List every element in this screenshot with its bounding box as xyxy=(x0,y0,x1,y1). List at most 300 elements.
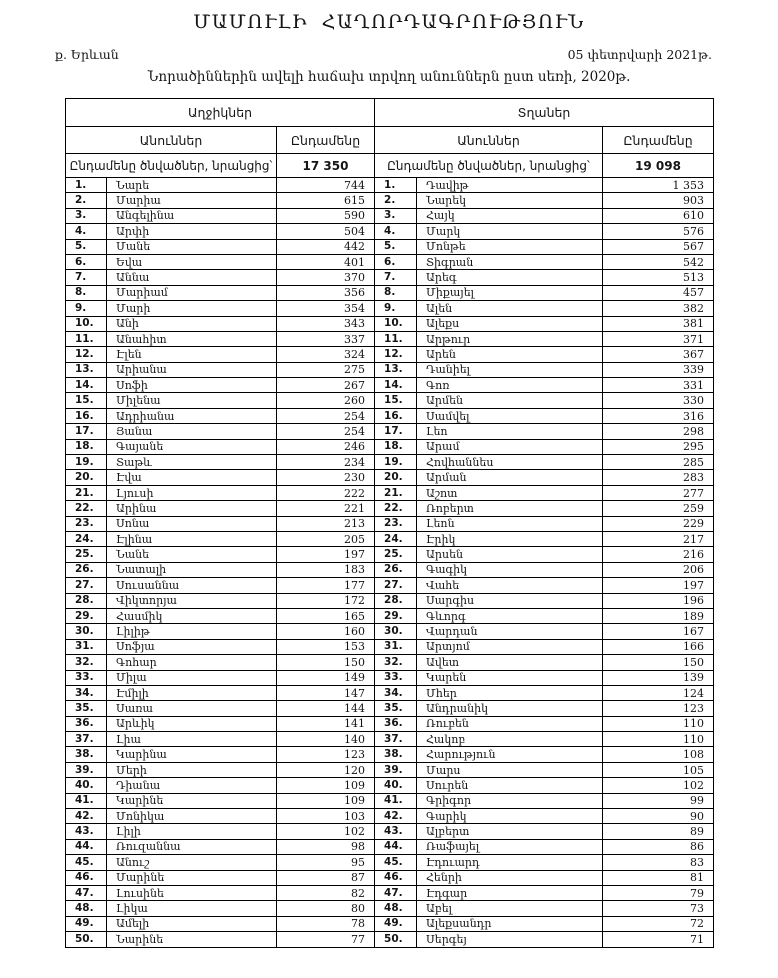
girls-value-cell: 177 xyxy=(277,578,375,593)
boys-rank-cell: 11. xyxy=(375,331,417,346)
girls-rank-cell: 31. xyxy=(66,639,107,654)
boys-name-cell: Մոնթե xyxy=(417,239,603,254)
boys-value-cell: 330 xyxy=(603,393,714,408)
boys-rank-cell: 3. xyxy=(375,208,417,223)
boys-value-cell: 610 xyxy=(603,208,714,223)
girls-value-cell: 401 xyxy=(277,254,375,269)
table-row xyxy=(66,932,714,947)
girls-rank-cell: 33. xyxy=(66,670,107,685)
boys-total-value: 19 098 xyxy=(603,154,714,178)
girls-name-cell: Դիանա xyxy=(107,778,277,793)
girls-value-cell: 615 xyxy=(277,193,375,208)
girls-rank-cell: 22. xyxy=(66,501,107,516)
table-row xyxy=(66,732,714,747)
girls-rank-cell: 43. xyxy=(66,824,107,839)
boys-name-cell: Լեոն xyxy=(417,516,603,531)
table-row xyxy=(66,439,714,454)
boys-rank-cell: 5. xyxy=(375,239,417,254)
girls-rank-cell: 37. xyxy=(66,732,107,747)
table-row xyxy=(66,562,714,577)
boys-value-cell: 72 xyxy=(603,916,714,931)
boys-rank-cell: 33. xyxy=(375,670,417,685)
girls-value-cell: 370 xyxy=(277,270,375,285)
table-row xyxy=(66,885,714,900)
boys-rank-cell: 24. xyxy=(375,531,417,546)
table-row xyxy=(66,670,714,685)
table-row xyxy=(66,393,714,408)
boys-value-cell: 298 xyxy=(603,424,714,439)
girls-rank-cell: 18. xyxy=(66,439,107,454)
boys-name-cell: Տիգրան xyxy=(417,254,603,269)
boys-value-cell: 105 xyxy=(603,762,714,777)
boys-rank-cell: 39. xyxy=(375,762,417,777)
girls-value-cell: 234 xyxy=(277,455,375,470)
boys-value-cell: 189 xyxy=(603,608,714,623)
boys-value-cell: 217 xyxy=(603,531,714,546)
boys-rank-cell: 49. xyxy=(375,916,417,931)
boys-value-cell: 283 xyxy=(603,470,714,485)
girls-value-cell: 78 xyxy=(277,916,375,931)
boys-rank-cell: 44. xyxy=(375,839,417,854)
boys-name-cell: Ալեն xyxy=(417,301,603,316)
girls-name-cell: Արինա xyxy=(107,501,277,516)
boys-value-cell: 123 xyxy=(603,701,714,716)
girls-rank-cell: 30. xyxy=(66,624,107,639)
boys-rank-cell: 20. xyxy=(375,470,417,485)
girls-rank-cell: 2. xyxy=(66,193,107,208)
table-row xyxy=(66,239,714,254)
girls-name-cell: Տաթև xyxy=(107,455,277,470)
girls-name-cell: Էլեն xyxy=(107,347,277,362)
boys-value-cell: 139 xyxy=(603,670,714,685)
boys-rank-cell: 22. xyxy=(375,501,417,516)
girls-name-cell: Սոնա xyxy=(107,516,277,531)
girls-name-cell: Անի xyxy=(107,316,277,331)
date-label: 05 փետրվարի 2021թ. xyxy=(567,47,712,62)
girls-value-cell: 144 xyxy=(277,701,375,716)
boys-value-cell: 331 xyxy=(603,378,714,393)
boys-value-cell: 1 353 xyxy=(603,178,714,193)
boys-rank-cell: 9. xyxy=(375,301,417,316)
boys-value-cell: 102 xyxy=(603,778,714,793)
girls-rank-cell: 7. xyxy=(66,270,107,285)
boys-rank-cell: 35. xyxy=(375,701,417,716)
girls-value-cell: 267 xyxy=(277,378,375,393)
girls-rank-cell: 45. xyxy=(66,855,107,870)
table-row xyxy=(66,608,714,623)
table-row xyxy=(66,701,714,716)
girls-name-cell: Ադրիանա xyxy=(107,408,277,423)
boys-rank-cell: 46. xyxy=(375,870,417,885)
girls-rank-cell: 41. xyxy=(66,793,107,808)
boys-rank-cell: 45. xyxy=(375,855,417,870)
girls-name-cell: Վիկտորյա xyxy=(107,593,277,608)
girls-rank-cell: 23. xyxy=(66,516,107,531)
girls-name-cell: Արիանա xyxy=(107,362,277,377)
boys-value-cell: 295 xyxy=(603,439,714,454)
girls-value-cell: 260 xyxy=(277,393,375,408)
table-row xyxy=(66,531,714,546)
table-row xyxy=(66,593,714,608)
boys-rank-cell: 47. xyxy=(375,885,417,900)
boys-name-cell: Ռաֆայել xyxy=(417,839,603,854)
girls-value-cell: 95 xyxy=(277,855,375,870)
table-row xyxy=(66,901,714,916)
boys-value-cell: 367 xyxy=(603,347,714,362)
girls-total-value: 17 350 xyxy=(277,154,375,178)
boys-name-cell: Մհեր xyxy=(417,685,603,700)
girls-value-cell: 197 xyxy=(277,547,375,562)
boys-name-cell: Գրիգոր xyxy=(417,793,603,808)
boys-rank-cell: 15. xyxy=(375,393,417,408)
girls-name-cell: Կարինա xyxy=(107,747,277,762)
girls-value-cell: 205 xyxy=(277,531,375,546)
boys-name-cell: Արեգ xyxy=(417,270,603,285)
boys-rank-cell: 36. xyxy=(375,716,417,731)
girls-rank-cell: 36. xyxy=(66,716,107,731)
boys-value-cell: 197 xyxy=(603,578,714,593)
boys-rank-cell: 34. xyxy=(375,685,417,700)
boys-value-cell: 83 xyxy=(603,855,714,870)
boys-rank-cell: 16. xyxy=(375,408,417,423)
girls-name-cell: Լուսինե xyxy=(107,885,277,900)
girls-name-cell: Կարինե xyxy=(107,793,277,808)
boys-name-cell: Սարգիս xyxy=(417,593,603,608)
girls-name-cell: Սուսաննա xyxy=(107,578,277,593)
boys-name-cell: Հայկ xyxy=(417,208,603,223)
table-row xyxy=(66,916,714,931)
document-subtitle: Նորածիններին ավելի հաճախ տրվող անուններն ըստ սեռի, 2020թ. xyxy=(147,69,631,85)
girls-name-cell: Գայանե xyxy=(107,439,277,454)
boys-rank-cell: 37. xyxy=(375,732,417,747)
girls-value-cell: 82 xyxy=(277,885,375,900)
table-row xyxy=(66,254,714,269)
girls-value-cell: 222 xyxy=(277,485,375,500)
girls-rank-cell: 16. xyxy=(66,408,107,423)
girls-name-cell: Արևիկ xyxy=(107,716,277,731)
boys-rank-cell: 28. xyxy=(375,593,417,608)
boys-value-cell: 73 xyxy=(603,901,714,916)
girls-name-cell: Միլենա xyxy=(107,393,277,408)
boys-rank-cell: 25. xyxy=(375,547,417,562)
girls-value-cell: 80 xyxy=(277,901,375,916)
boys-name-cell: Նարեկ xyxy=(417,193,603,208)
girls-value-cell: 172 xyxy=(277,593,375,608)
table-row xyxy=(66,716,714,731)
table-row xyxy=(66,809,714,824)
table-row xyxy=(66,270,714,285)
totals-row xyxy=(66,154,714,178)
boys-value-cell: 167 xyxy=(603,624,714,639)
girls-name-cell: Գոհար xyxy=(107,655,277,670)
girls-name-cell: Լիլի xyxy=(107,824,277,839)
girls-rank-cell: 27. xyxy=(66,578,107,593)
boys-rank-cell: 1. xyxy=(375,178,417,193)
boys-value-cell: 196 xyxy=(603,593,714,608)
girls-rank-cell: 5. xyxy=(66,239,107,254)
boys-rank-cell: 42. xyxy=(375,809,417,824)
table-row xyxy=(66,301,714,316)
girls-name-cell: Մարիամ xyxy=(107,285,277,300)
boys-name-cell: Ռոբերտ xyxy=(417,501,603,516)
boys-rank-cell: 26. xyxy=(375,562,417,577)
girls-name-cell: Սոֆյա xyxy=(107,639,277,654)
boys-rank-cell: 48. xyxy=(375,901,417,916)
girls-name-cell: Ռուզաննա xyxy=(107,839,277,854)
table-body xyxy=(66,178,714,948)
girls-rank-cell: 28. xyxy=(66,593,107,608)
girls-value-cell: 102 xyxy=(277,824,375,839)
boys-rank-cell: 8. xyxy=(375,285,417,300)
girls-name-cell: Մարի xyxy=(107,301,277,316)
boys-rank-cell: 32. xyxy=(375,655,417,670)
girls-value-cell: 140 xyxy=(277,732,375,747)
boys-value-cell: 124 xyxy=(603,685,714,700)
girls-value-cell: 442 xyxy=(277,239,375,254)
table-row xyxy=(66,362,714,377)
boys-name-cell: Արմեն xyxy=(417,393,603,408)
table-row xyxy=(66,408,714,423)
boys-total-label: Ընդամենը ծնվածներ, նրանցից՝ xyxy=(375,154,603,178)
girls-name-cell: Ամելի xyxy=(107,916,277,931)
boys-value-cell: 89 xyxy=(603,824,714,839)
girls-value-cell: 160 xyxy=(277,624,375,639)
girls-total-column-header: Ընդամենը xyxy=(277,127,375,154)
boys-name-cell: Դանիել xyxy=(417,362,603,377)
boys-rank-cell: 2. xyxy=(375,193,417,208)
table-row xyxy=(66,178,714,193)
boys-name-cell: Արման xyxy=(417,470,603,485)
boys-name-cell: Ավետ xyxy=(417,655,603,670)
girls-rank-cell: 32. xyxy=(66,655,107,670)
boys-name-cell: Հակոբ xyxy=(417,732,603,747)
boys-name-cell: Աշոտ xyxy=(417,485,603,500)
girls-name-cell: Լիա xyxy=(107,732,277,747)
girls-name-cell: Նատալի xyxy=(107,562,277,577)
boys-name-cell: Գևորգ xyxy=(417,608,603,623)
girls-rank-cell: 34. xyxy=(66,685,107,700)
girls-rank-cell: 17. xyxy=(66,424,107,439)
boys-name-cell: Միքայել xyxy=(417,285,603,300)
boys-value-cell: 576 xyxy=(603,224,714,239)
boys-name-cell: Էդգար xyxy=(417,885,603,900)
boys-rank-cell: 23. xyxy=(375,516,417,531)
girls-rank-cell: 24. xyxy=(66,531,107,546)
girls-value-cell: 254 xyxy=(277,408,375,423)
girls-value-cell: 744 xyxy=(277,178,375,193)
girls-rank-cell: 26. xyxy=(66,562,107,577)
girls-name-cell: Նարե xyxy=(107,178,277,193)
girls-value-cell: 165 xyxy=(277,608,375,623)
boys-rank-cell: 7. xyxy=(375,270,417,285)
table-header xyxy=(66,99,714,178)
girls-name-cell: Էմիլի xyxy=(107,685,277,700)
girls-rank-cell: 44. xyxy=(66,839,107,854)
table-row xyxy=(66,378,714,393)
table-row xyxy=(66,470,714,485)
boys-name-cell: Հարություն xyxy=(417,747,603,762)
girls-rank-cell: 9. xyxy=(66,301,107,316)
boys-rank-cell: 19. xyxy=(375,455,417,470)
girls-value-cell: 356 xyxy=(277,285,375,300)
girls-name-cell: Մերի xyxy=(107,762,277,777)
girls-total-label: Ընդամենը ծնվածներ, նրանցից՝ xyxy=(66,154,277,178)
boys-name-cell: Գարիկ xyxy=(417,809,603,824)
boys-rank-cell: 38. xyxy=(375,747,417,762)
table-row xyxy=(66,824,714,839)
girls-value-cell: 504 xyxy=(277,224,375,239)
page-title: ՄԱՄՈՒԼԻ ՀԱՂՈՐԴԱԳՐՈՒԹՅՈՒՆ xyxy=(193,11,585,33)
girls-name-cell: Եվա xyxy=(107,254,277,269)
boys-value-cell: 71 xyxy=(603,932,714,947)
boys-name-cell: Վարդան xyxy=(417,624,603,639)
boys-value-cell: 229 xyxy=(603,516,714,531)
meta-row xyxy=(55,47,712,62)
girls-rank-cell: 6. xyxy=(66,254,107,269)
girls-name-cell: Անահիտ xyxy=(107,331,277,346)
boys-name-cell: Անդրանիկ xyxy=(417,701,603,716)
boys-rank-cell: 17. xyxy=(375,424,417,439)
girls-rank-cell: 39. xyxy=(66,762,107,777)
girls-rank-cell: 20. xyxy=(66,470,107,485)
girls-name-cell: Նարինե xyxy=(107,932,277,947)
girls-value-cell: 123 xyxy=(277,747,375,762)
boys-rank-cell: 10. xyxy=(375,316,417,331)
girls-name-cell: Մարինե xyxy=(107,870,277,885)
table-row xyxy=(66,208,714,223)
boys-section-header: Տղաներ xyxy=(375,99,714,127)
boys-value-cell: 166 xyxy=(603,639,714,654)
boys-value-cell: 99 xyxy=(603,793,714,808)
boys-value-cell: 86 xyxy=(603,839,714,854)
girls-value-cell: 343 xyxy=(277,316,375,331)
boys-value-cell: 542 xyxy=(603,254,714,269)
girls-value-cell: 324 xyxy=(277,347,375,362)
girls-name-cell: Միլա xyxy=(107,670,277,685)
table-row xyxy=(66,655,714,670)
table-row xyxy=(66,547,714,562)
boys-value-cell: 79 xyxy=(603,885,714,900)
girls-value-cell: 120 xyxy=(277,762,375,777)
girls-name-cell: Սոֆի xyxy=(107,378,277,393)
table-row xyxy=(66,839,714,854)
girls-rank-cell: 40. xyxy=(66,778,107,793)
boys-rank-cell: 4. xyxy=(375,224,417,239)
girls-name-cell: Լյուսի xyxy=(107,485,277,500)
girls-rank-cell: 10. xyxy=(66,316,107,331)
girls-name-cell: Լիլիթ xyxy=(107,624,277,639)
girls-name-cell: Նանե xyxy=(107,547,277,562)
boys-rank-cell: 41. xyxy=(375,793,417,808)
girls-value-cell: 275 xyxy=(277,362,375,377)
girls-value-cell: 230 xyxy=(277,470,375,485)
boys-name-cell: Հենրի xyxy=(417,870,603,885)
table-row xyxy=(66,639,714,654)
table-row xyxy=(66,793,714,808)
girls-value-cell: 87 xyxy=(277,870,375,885)
boys-name-cell: Մարկ xyxy=(417,224,603,239)
girls-name-cell: Յանա xyxy=(107,424,277,439)
boys-value-cell: 285 xyxy=(603,455,714,470)
girls-rank-cell: 29. xyxy=(66,608,107,623)
girls-name-cell: Արփի xyxy=(107,224,277,239)
girls-value-cell: 153 xyxy=(277,639,375,654)
newborn-names-table xyxy=(65,98,714,948)
girls-rank-cell: 1. xyxy=(66,178,107,193)
girls-rank-cell: 50. xyxy=(66,932,107,947)
table-row xyxy=(66,685,714,700)
boys-value-cell: 108 xyxy=(603,747,714,762)
table-row xyxy=(66,501,714,516)
boys-name-cell: Դավիթ xyxy=(417,178,603,193)
girls-value-cell: 354 xyxy=(277,301,375,316)
girls-name-cell: Մարիա xyxy=(107,193,277,208)
boys-name-cell: Մարս xyxy=(417,762,603,777)
girls-rank-cell: 35. xyxy=(66,701,107,716)
girls-names-column-header: Անուններ xyxy=(66,127,277,154)
girls-name-cell: Էվա xyxy=(107,470,277,485)
girls-value-cell: 337 xyxy=(277,331,375,346)
girls-rank-cell: 38. xyxy=(66,747,107,762)
girls-value-cell: 141 xyxy=(277,716,375,731)
girls-value-cell: 183 xyxy=(277,562,375,577)
girls-rank-cell: 49. xyxy=(66,916,107,931)
girls-rank-cell: 4. xyxy=(66,224,107,239)
boys-value-cell: 90 xyxy=(603,809,714,824)
boys-rank-cell: 21. xyxy=(375,485,417,500)
boys-rank-cell: 31. xyxy=(375,639,417,654)
girls-rank-cell: 11. xyxy=(66,331,107,346)
table-row xyxy=(66,485,714,500)
boys-value-cell: 110 xyxy=(603,732,714,747)
girls-rank-cell: 12. xyxy=(66,347,107,362)
boys-name-cell: Արթուր xyxy=(417,331,603,346)
boys-value-cell: 903 xyxy=(603,193,714,208)
girls-rank-cell: 8. xyxy=(66,285,107,300)
boys-value-cell: 216 xyxy=(603,547,714,562)
boys-rank-cell: 14. xyxy=(375,378,417,393)
boys-value-cell: 206 xyxy=(603,562,714,577)
girls-rank-cell: 3. xyxy=(66,208,107,223)
girls-value-cell: 109 xyxy=(277,778,375,793)
boys-value-cell: 150 xyxy=(603,655,714,670)
boys-value-cell: 513 xyxy=(603,270,714,285)
place-label: ք. Երևան xyxy=(55,47,119,62)
boys-value-cell: 382 xyxy=(603,301,714,316)
boys-value-cell: 381 xyxy=(603,316,714,331)
boys-name-cell: Լեո xyxy=(417,424,603,439)
boys-value-cell: 110 xyxy=(603,716,714,731)
girls-value-cell: 221 xyxy=(277,501,375,516)
boys-name-cell: Արեն xyxy=(417,347,603,362)
girls-value-cell: 149 xyxy=(277,670,375,685)
boys-value-cell: 277 xyxy=(603,485,714,500)
girls-rank-cell: 19. xyxy=(66,455,107,470)
girls-rank-cell: 15. xyxy=(66,393,107,408)
table-row xyxy=(66,578,714,593)
girls-value-cell: 109 xyxy=(277,793,375,808)
boys-name-cell: Արտյոմ xyxy=(417,639,603,654)
girls-rank-cell: 46. xyxy=(66,870,107,885)
girls-value-cell: 103 xyxy=(277,809,375,824)
girls-value-cell: 147 xyxy=(277,685,375,700)
boys-rank-cell: 6. xyxy=(375,254,417,269)
girls-rank-cell: 13. xyxy=(66,362,107,377)
girls-name-cell: Հասմիկ xyxy=(107,608,277,623)
boys-value-cell: 339 xyxy=(603,362,714,377)
boys-names-column-header: Անուններ xyxy=(375,127,603,154)
table-row xyxy=(66,855,714,870)
